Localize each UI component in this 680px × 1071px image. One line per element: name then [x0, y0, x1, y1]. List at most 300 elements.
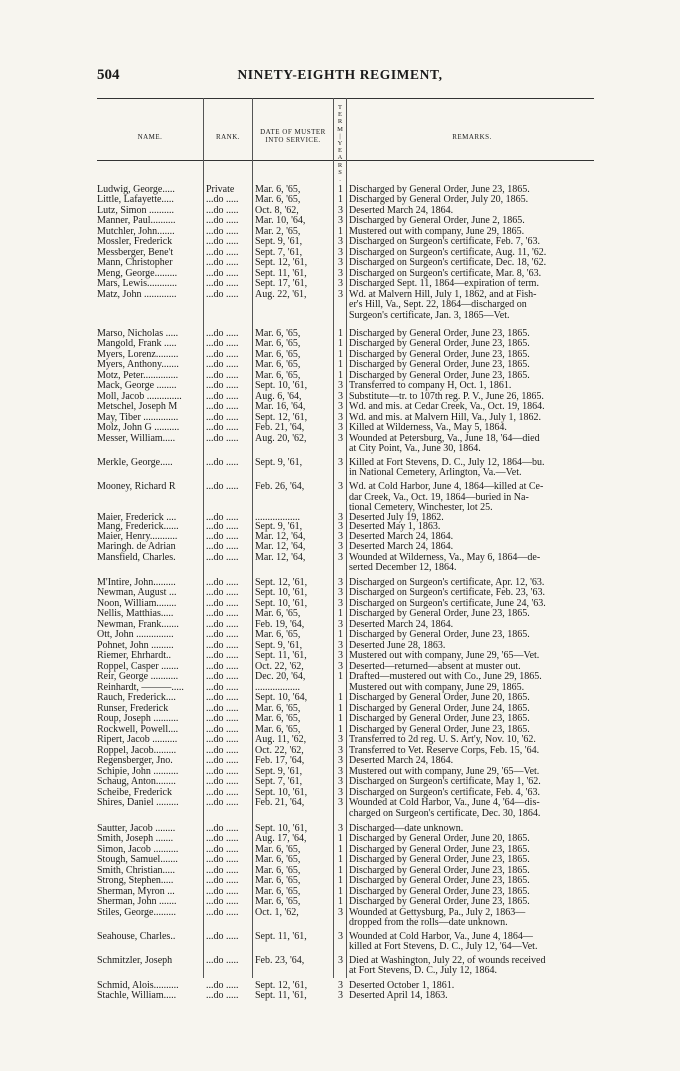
member-name: Ripert, Jacob .......... — [97, 734, 178, 745]
member-rank: ...do ..... — [206, 907, 239, 918]
term-years: 3 — [338, 823, 343, 834]
member-name: Mansfield, Charles. — [97, 552, 176, 563]
muster-date: Mar. 6, '65, — [255, 844, 301, 855]
member-rank: ...do ..... — [206, 692, 239, 703]
remarks-text: Discharged on Surgeon's certificate, Feb. 23, '63. — [349, 587, 545, 598]
remarks-text: Deserted March 24, 1864. — [349, 619, 454, 630]
remarks-text: killed at Fort Stevens, D. C., July 12, '64—Vet. — [349, 941, 538, 952]
remarks-text: Deserted June 28, 1863. — [349, 640, 446, 651]
remarks-text: Discharged by General Order, June 23, 1865. — [349, 875, 530, 886]
remarks-text: Discharged by General Order, June 20, 1865. — [349, 692, 530, 703]
member-rank: ...do ..... — [206, 457, 239, 468]
member-name: Pohnet, John ......... — [97, 640, 174, 651]
member-name: Sautter, Jacob ........ — [97, 823, 176, 834]
muster-date: Mar. 10, '64, — [255, 215, 306, 226]
muster-date: Feb. 17, '64, — [255, 755, 305, 766]
muster-date: Aug. 11, '62, — [255, 734, 307, 745]
muster-date: Sept. 10, '64, — [255, 692, 308, 703]
remarks-text: Mustered out with company, June 29, '65—Vet. — [349, 650, 540, 661]
muster-date: Sept. 9, '61, — [255, 640, 303, 651]
term-years: 3 — [338, 391, 343, 402]
muster-date: Oct. 22, '62, — [255, 745, 304, 756]
muster-date: Mar. 6, '65, — [255, 703, 301, 714]
member-rank: ...do ..... — [206, 955, 239, 966]
remarks-text: Discharged—date unknown. — [349, 823, 464, 834]
muster-date: Sept. 9, '61, — [255, 236, 303, 247]
remarks-text: Discharged by General Order, June 23, 1865. — [349, 349, 530, 360]
member-rank: ...do ..... — [206, 531, 239, 542]
member-name: Merkle, George..... — [97, 457, 173, 468]
remarks-text: Discharged by General Order, June 23, 1865. — [349, 328, 530, 339]
member-rank: Private — [206, 184, 235, 195]
term-years: 3 — [338, 215, 343, 226]
member-name: Mars, Lewis............ — [97, 278, 177, 289]
member-rank: ...do ..... — [206, 833, 239, 844]
term-years: 3 — [338, 755, 343, 766]
term-years: 1 — [338, 724, 343, 735]
remarks-text: Deserted July 19, 1862. — [349, 512, 444, 523]
member-rank: ...do ..... — [206, 844, 239, 855]
muster-date: Mar. 6, '65, — [255, 328, 301, 339]
remarks-text: Discharged on Surgeon's certificate, Feb. 4, '63. — [349, 787, 540, 798]
muster-date: Sept. 11, '61, — [255, 990, 307, 1001]
member-name: Scheibe, Frederick — [97, 787, 172, 798]
term-years: 3 — [338, 205, 343, 216]
header-name: NAME. — [137, 133, 163, 141]
member-name: Molz, John G .......... — [97, 422, 180, 433]
member-rank: ...do ..... — [206, 608, 239, 619]
remarks-text: Wounded at Cold Harbor, Va., June 4, 1864— — [349, 931, 533, 942]
member-rank: ...do ..... — [206, 521, 239, 532]
member-rank: ...do ..... — [206, 875, 239, 886]
muster-date: Feb. 19, '64, — [255, 619, 305, 630]
term-years: 3 — [338, 619, 343, 630]
member-name: May, Tiber .............. — [97, 412, 179, 423]
member-name: Maringh. de Adrian — [97, 541, 176, 552]
term-years: 3 — [338, 577, 343, 588]
member-rank: ...do ..... — [206, 422, 239, 433]
member-name: Reinhardt, ———..... — [97, 682, 184, 693]
term-years: 3 — [338, 931, 343, 942]
remarks-text: Wounded at Gettysburg, Pa., July 2, 1863— — [349, 907, 526, 918]
muster-date: .................. — [255, 512, 300, 523]
remarks-text: Discharged by General Order, July 20, 1865. — [349, 194, 529, 205]
member-rank: ...do ..... — [206, 370, 239, 381]
term-years: 1 — [338, 854, 343, 865]
remarks-text: Mustered out with company, June 29, 1865. — [349, 682, 525, 693]
term-years: 1 — [338, 226, 343, 237]
remarks-text: Discharged by General Order, June 23, 1865. — [349, 713, 530, 724]
muster-date: Sept. 10, '61, — [255, 823, 308, 834]
remarks-text: Discharged on Surgeon's certificate, June 24, '63. — [349, 598, 546, 609]
member-name: Meng, George......... — [97, 268, 178, 279]
term-years: 1 — [338, 194, 343, 205]
member-rank: ...do ..... — [206, 268, 239, 279]
muster-date: Feb. 21, '64, — [255, 422, 305, 433]
muster-date: Mar. 6, '65, — [255, 608, 301, 619]
muster-date: Mar. 12, '64, — [255, 541, 306, 552]
remarks-text: Deserted October 1, 1861. — [349, 980, 455, 991]
muster-date: Mar. 6, '65, — [255, 338, 301, 349]
term-years: 3 — [338, 512, 343, 523]
member-name: Mack, George ........ — [97, 380, 177, 391]
term-years: 1 — [338, 886, 343, 897]
remarks-text: Wd. and mis. at Malvern Hill, Va., July 1, 1862. — [349, 412, 542, 423]
member-rank: ...do ..... — [206, 247, 239, 258]
term-years: 1 — [338, 359, 343, 370]
muster-date: Sept. 12, '61, — [255, 577, 308, 588]
member-name: Moll, Jacob .............. — [97, 391, 182, 402]
remarks-text: Wounded at Petersburg, Va., June 18, '64—died — [349, 433, 540, 444]
term-years: 1 — [338, 703, 343, 714]
muster-date: Sept. 9, '61, — [255, 457, 303, 468]
muster-date: Oct. 8, '62, — [255, 205, 299, 216]
member-name: Schmitzler, Joseph — [97, 955, 173, 966]
member-name: Manner, Paul.......... — [97, 215, 176, 226]
member-name: Noon, William........ — [97, 598, 177, 609]
remarks-text: Deserted May 1, 1863. — [349, 521, 441, 532]
member-name: Regensberger, Jno. — [97, 755, 173, 766]
remarks-text: Transferred to company H, Oct. 1, 1861. — [349, 380, 512, 391]
muster-date: .................. — [255, 682, 300, 693]
term-years: 1 — [338, 692, 343, 703]
term-years: 3 — [338, 481, 343, 492]
muster-date: Mar. 6, '65, — [255, 713, 301, 724]
muster-date: Dec. 20, '64, — [255, 671, 306, 682]
member-rank: ...do ..... — [206, 931, 239, 942]
member-rank: ...do ..... — [206, 278, 239, 289]
member-name: Reir, George ........... — [97, 671, 179, 682]
member-rank: ...do ..... — [206, 823, 239, 834]
member-rank: ...do ..... — [206, 619, 239, 630]
member-name: Roppel, Jacob......... — [97, 745, 177, 756]
term-years: 3 — [338, 990, 343, 1001]
remarks-text: in National Cemetery, Arlington, Va.—Vet. — [349, 467, 522, 478]
remarks-text: er's Hill, Va., Sept. 22, 1864—discharged on — [349, 299, 527, 310]
muster-date: Mar. 6, '65, — [255, 184, 301, 195]
member-name: Strong, Stephen..... — [97, 875, 174, 886]
muster-date: Mar. 16, '64, — [255, 401, 306, 412]
remarks-text: Discharged by General Order, June 23, 1865. — [349, 865, 530, 876]
header-rank: RANK. — [215, 133, 241, 141]
member-rank: ...do ..... — [206, 433, 239, 444]
member-name: Smith, Christian..... — [97, 865, 176, 876]
muster-date: Mar. 6, '65, — [255, 349, 301, 360]
term-years: 1 — [338, 713, 343, 724]
remarks-text: Discharged on Surgeon's certificate, Dec. 18, '62. — [349, 257, 547, 268]
member-rank: ...do ..... — [206, 338, 239, 349]
member-rank: ...do ..... — [206, 257, 239, 268]
member-rank: ...do ..... — [206, 896, 239, 907]
term-years: 1 — [338, 184, 343, 195]
member-rank: ...do ..... — [206, 349, 239, 360]
member-name: Schmid, Alois.......... — [97, 980, 179, 991]
member-name: Rockwell, Powell.... — [97, 724, 179, 735]
member-rank: ...do ..... — [206, 401, 239, 412]
member-rank: ...do ..... — [206, 328, 239, 339]
term-years: 3 — [338, 640, 343, 651]
member-rank: ...do ..... — [206, 412, 239, 423]
member-name: Mangold, Frank ..... — [97, 338, 177, 349]
rank-column-divider — [203, 98, 204, 978]
muster-date: Sept. 12, '61, — [255, 980, 308, 991]
term-years: 3 — [338, 278, 343, 289]
member-rank: ...do ..... — [206, 359, 239, 370]
remarks-text: Deserted March 24, 1864. — [349, 531, 454, 542]
member-name: Riemer, Ehrhardt.. — [97, 650, 172, 661]
member-rank: ...do ..... — [206, 236, 239, 247]
muster-date: Mar. 6, '65, — [255, 194, 301, 205]
remarks-text: Discharged by General Order, June 23, 1865. — [349, 854, 530, 865]
term-years: 3 — [338, 661, 343, 672]
member-rank: ...do ..... — [206, 194, 239, 205]
member-rank: ...do ..... — [206, 854, 239, 865]
member-rank: ...do ..... — [206, 734, 239, 745]
muster-date: Aug. 22, '61, — [255, 289, 307, 300]
remarks-text: Transferred to 2d reg. U. S. Art'y, Nov. 10, '62. — [349, 734, 536, 745]
term-years: 1 — [338, 328, 343, 339]
term-years: 3 — [338, 745, 343, 756]
member-name: Lutz, Simon .......... — [97, 205, 174, 216]
remarks-text: Transferred to Vet. Reserve Corps, Feb. 15, '64. — [349, 745, 540, 756]
member-rank: ...do ..... — [206, 629, 239, 640]
member-rank: ...do ..... — [206, 587, 239, 598]
muster-date: Feb. 23, '64, — [255, 955, 305, 966]
muster-date: Oct. 22, '62, — [255, 661, 304, 672]
member-rank: ...do ..... — [206, 598, 239, 609]
member-name: Newman, Frank....... — [97, 619, 179, 630]
member-name: Ott, John ............... — [97, 629, 174, 640]
remarks-text: Discharged by General Order, June 23, 1865. — [349, 338, 530, 349]
muster-date: Mar. 12, '64, — [255, 552, 306, 563]
muster-date: Sept. 9, '61, — [255, 521, 303, 532]
remarks-text: dropped from the rolls—date unknown. — [349, 917, 508, 928]
member-rank: ...do ..... — [206, 661, 239, 672]
member-name: M'Intire, John......... — [97, 577, 176, 588]
muster-date: Aug. 6, '64, — [255, 391, 302, 402]
term-years: 3 — [338, 289, 343, 300]
term-years: 1 — [338, 349, 343, 360]
remarks-text: tional Cemetery, Winchester, lot 25. — [349, 502, 493, 513]
term-years: 3 — [338, 401, 343, 412]
member-rank: ...do ..... — [206, 990, 239, 1001]
member-rank: ...do ..... — [206, 226, 239, 237]
member-rank: ...do ..... — [206, 512, 239, 523]
page-title: NINETY-EIGHTH REGIMENT, — [237, 67, 443, 82]
muster-date: Sept. 10, '61, — [255, 587, 308, 598]
member-rank: ...do ..... — [206, 577, 239, 588]
member-name: Mooney, Richard R — [97, 481, 176, 492]
member-name: Myers, Lorenz......... — [97, 349, 179, 360]
member-rank: ...do ..... — [206, 682, 239, 693]
muster-date: Mar. 12, '64, — [255, 531, 306, 542]
term-years: 3 — [338, 734, 343, 745]
muster-date: Feb. 26, '64, — [255, 481, 305, 492]
remarks-text: Discharged on Surgeon's certificate, Feb. 7, '63. — [349, 236, 540, 247]
remarks-text: Discharged by General Order, June 2, 1865. — [349, 215, 525, 226]
remarks-text: Discharged by General Order, June 23, 1865. — [349, 608, 530, 619]
term-years: 3 — [338, 650, 343, 661]
member-rank: ...do ..... — [206, 650, 239, 661]
remarks-text: Discharged by General Order, June 23, 1865. — [349, 724, 530, 735]
muster-date: Mar. 6, '65, — [255, 896, 301, 907]
muster-date: Sept. 11, '61, — [255, 931, 307, 942]
term-years: 1 — [338, 896, 343, 907]
muster-date: Feb. 21, '64, — [255, 797, 305, 808]
member-name: Stough, Samuel....... — [97, 854, 178, 865]
muster-date: Mar. 6, '65, — [255, 629, 301, 640]
remarks-text: Wd. and mis. at Cedar Creek, Va., Oct. 19, 1864. — [349, 401, 545, 412]
term-column-divider — [333, 98, 334, 978]
muster-date: Mar. 6, '65, — [255, 865, 301, 876]
member-name: Nellis, Matthias..... — [97, 608, 174, 619]
member-name: Myers, Anthony....... — [97, 359, 179, 370]
member-rank: ...do ..... — [206, 205, 239, 216]
member-name: Roup, Joseph .......... — [97, 713, 179, 724]
member-name: Mossler, Frederick — [97, 236, 173, 247]
member-name: Mutchler, John....... — [97, 226, 175, 237]
muster-date: Sept. 10, '61, — [255, 787, 308, 798]
remarks-text: Surgeon's certificate, Jan. 3, 1865—Vet. — [349, 310, 510, 321]
member-name: Shires, Daniel ......... — [97, 797, 179, 808]
remarks-text: at City Point, Va., June 30, 1864. — [349, 443, 481, 454]
term-years: 3 — [338, 531, 343, 542]
date-column-divider — [252, 98, 253, 978]
member-rank: ...do ..... — [206, 980, 239, 991]
remarks-text: Deserted April 14, 1863. — [349, 990, 448, 1001]
term-years: 3 — [338, 247, 343, 258]
term-years: 3 — [338, 955, 343, 966]
remarks-text: charged on Surgeon's certificate, Dec. 30, 1864. — [349, 808, 541, 819]
member-name: Sherman, John ....... — [97, 896, 177, 907]
muster-date: Aug. 17, '64, — [255, 833, 307, 844]
muster-date: Sept. 12, '61, — [255, 257, 308, 268]
remarks-text: serted December 12, 1864. — [349, 562, 457, 573]
remarks-text: Wd. at Malvern Hill, July 1, 1862, and at Fish- — [349, 289, 537, 300]
member-rank: ...do ..... — [206, 886, 239, 897]
remarks-text: Killed at Wilderness, Va., May 5, 1864. — [349, 422, 507, 433]
member-name: Roppel, Casper ....... — [97, 661, 179, 672]
member-rank: ...do ..... — [206, 724, 239, 735]
remarks-text: Substitute—tr. to 107th reg. P. V., June 26, 1865. — [349, 391, 544, 402]
term-years: 3 — [338, 422, 343, 433]
muster-date: Sept. 7, '61, — [255, 247, 303, 258]
remarks-text: Deserted March 24, 1864. — [349, 205, 454, 216]
remarks-text: Discharged by General Order, June 23, 1865. — [349, 370, 530, 381]
term-years: 3 — [338, 457, 343, 468]
term-years: 3 — [338, 380, 343, 391]
remarks-text: Discharged by General Order, June 23, 1865. — [349, 359, 530, 370]
term-years: 3 — [338, 598, 343, 609]
term-years: 3 — [338, 797, 343, 808]
term-years: 1 — [338, 608, 343, 619]
remarks-text: Discharged on Surgeon's certificate, Mar. 8, '63. — [349, 268, 542, 279]
member-name: Little, Lafayette..... — [97, 194, 174, 205]
member-name: Motz, Peter.............. — [97, 370, 179, 381]
member-rank: ...do ..... — [206, 289, 239, 300]
member-name: Sherman, Myron ... — [97, 886, 175, 897]
member-name: Mang, Frederick...... — [97, 521, 179, 532]
member-name: Messberger, Bene't — [97, 247, 174, 258]
member-rank: ...do ..... — [206, 703, 239, 714]
term-years: 3 — [338, 787, 343, 798]
member-name: Maier, Henry........... — [97, 531, 178, 542]
member-name: Schaug, Anton........ — [97, 776, 176, 787]
term-years: 3 — [338, 236, 343, 247]
term-years: 3 — [338, 433, 343, 444]
term-years: 3 — [338, 268, 343, 279]
member-name: Newman, August ... — [97, 587, 177, 598]
remarks-text: Mustered out with company, June 29, '65—Vet. — [349, 766, 540, 777]
remarks-text: Discharged by General Order, June 23, 1865. — [349, 886, 530, 897]
term-years: 1 — [338, 865, 343, 876]
muster-date: Mar. 6, '65, — [255, 359, 301, 370]
remarks-text: Killed at Fort Stevens, D. C., July 12, 1864—bu. — [349, 457, 545, 468]
remarks-text: dar Creek, Va., Oct. 19, 1864—buried in Na- — [349, 492, 529, 503]
remarks-text: at Fort Stevens, D. C., July 12, 1864. — [349, 965, 498, 976]
muster-date: Mar. 6, '65, — [255, 854, 301, 865]
member-rank: ...do ..... — [206, 541, 239, 552]
member-rank: ...do ..... — [206, 713, 239, 724]
remarks-text: Mustered out with company, June 29, 1865. — [349, 226, 525, 237]
term-years: 3 — [338, 907, 343, 918]
header-remarks: REMARKS. — [452, 133, 492, 141]
remarks-text: Drafted—mustered out with Co., June 29, 1865. — [349, 671, 542, 682]
member-rank: ...do ..... — [206, 215, 239, 226]
muster-date: Sept. 17, '61, — [255, 278, 308, 289]
remarks-text: Wounded at Wilderness, Va., May 6, 1864—de- — [349, 552, 541, 563]
term-years: 3 — [338, 257, 343, 268]
remarks-text: Discharged by General Order, June 20, 1865. — [349, 833, 530, 844]
muster-date: Mar. 6, '65, — [255, 886, 301, 897]
muster-date: Mar. 6, '65, — [255, 875, 301, 886]
remarks-text: Wd. at Cold Harbor, June 4, 1864—killed at Ce- — [349, 481, 544, 492]
remarks-text: Discharged by General Order, June 23, 1865. — [349, 184, 530, 195]
muster-date: Sept. 9, '61, — [255, 766, 303, 777]
member-name: Simon, Jacob .......... — [97, 844, 179, 855]
member-name: Stiles, George......... — [97, 907, 176, 918]
remarks-text: Discharged by General Order, June 24, 1865. — [349, 703, 530, 714]
remarks-column-divider — [346, 98, 347, 978]
muster-date: Aug. 20, '62, — [255, 433, 307, 444]
member-rank: ...do ..... — [206, 766, 239, 777]
term-years: 3 — [338, 980, 343, 991]
member-rank: ...do ..... — [206, 552, 239, 563]
remarks-text: Deserted—returned—absent at muster out. — [349, 661, 521, 672]
member-rank: ...do ..... — [206, 865, 239, 876]
remarks-text: Died at Washington, July 22, of wounds received — [349, 955, 546, 966]
remarks-text: Discharged by General Order, June 23, 1865. — [349, 844, 530, 855]
remarks-text: Discharged on Surgeon's certificate, Aug. 11, '62. — [349, 247, 547, 258]
member-rank: ...do ..... — [206, 755, 239, 766]
muster-date: Mar. 6, '65, — [255, 370, 301, 381]
page-number: 504 — [97, 67, 120, 83]
muster-date: Mar. 2, '65, — [255, 226, 301, 237]
member-name: Mann, Christopher — [97, 257, 173, 268]
member-rank: ...do ..... — [206, 380, 239, 391]
remarks-text: Deserted March 24, 1864. — [349, 755, 454, 766]
member-rank: ...do ..... — [206, 797, 239, 808]
muster-date: Sept. 11, '61, — [255, 268, 307, 279]
member-name: Metschel, Joseph M — [97, 401, 178, 412]
remarks-text: Discharged by General Order, June 23, 1865. — [349, 896, 530, 907]
member-name: Rauch, Frederick.... — [97, 692, 176, 703]
member-name: Messer, William..... — [97, 433, 176, 444]
member-name: Smith, Joseph ....... — [97, 833, 174, 844]
muster-date: Sept. 10, '61, — [255, 598, 308, 609]
remarks-text: Discharged on Surgeon's certificate, May 1, '62. — [349, 776, 541, 787]
member-rank: ...do ..... — [206, 640, 239, 651]
